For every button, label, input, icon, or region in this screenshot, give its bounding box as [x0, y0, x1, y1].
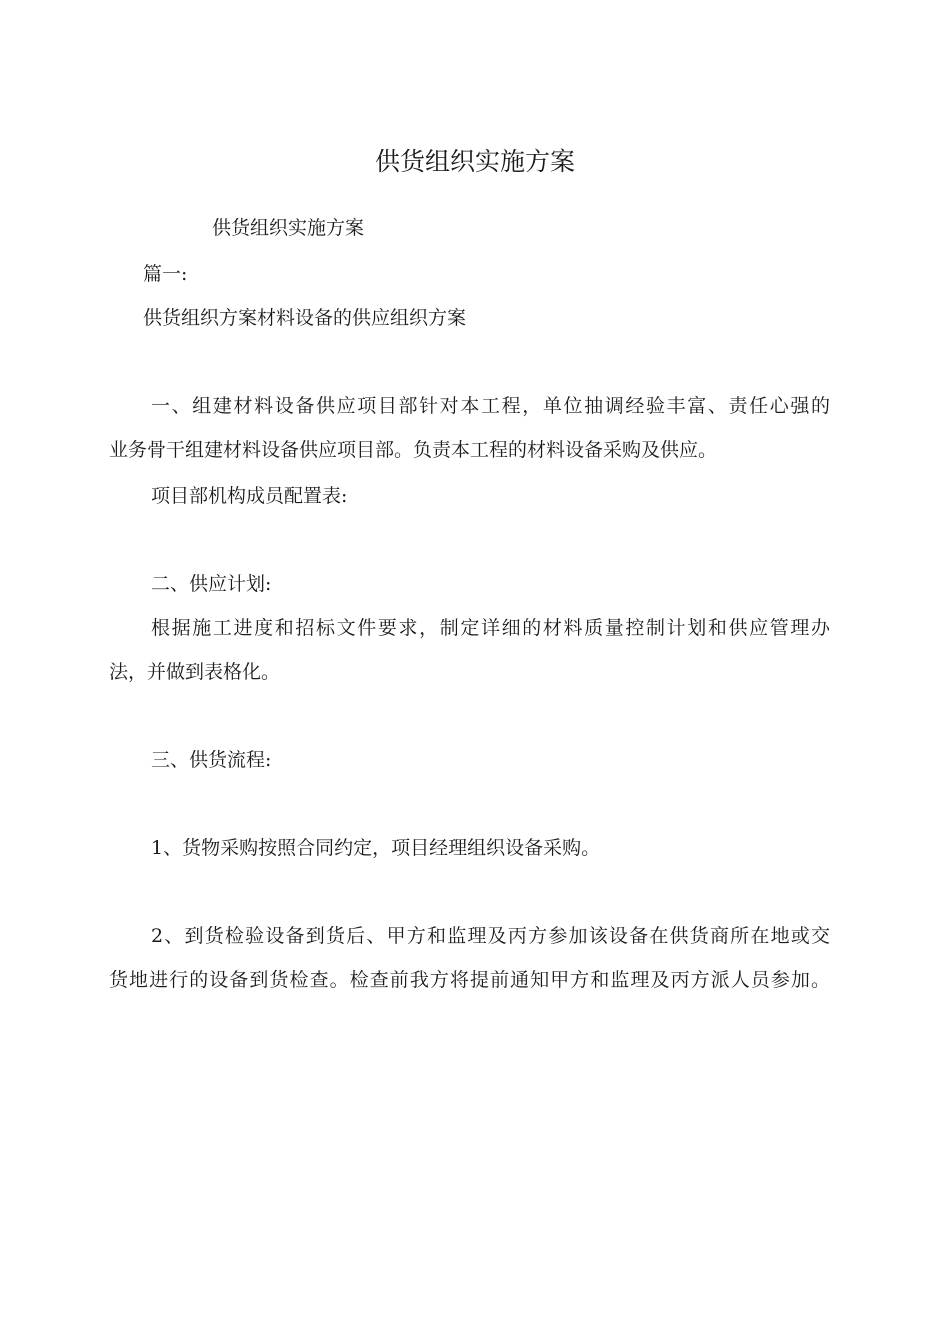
section2-line2: 法，并做到表格化。 [109, 661, 281, 683]
document-subtitle: 供货组织实施方案 [212, 217, 365, 239]
section3-heading: 三、供货流程: [151, 749, 272, 771]
chapter-label: 篇一: [143, 263, 188, 285]
section2-line1: 根据施工进度和招标文件要求，制定详细的材料质量控制计划和供应管理办 [151, 617, 830, 639]
section3-step1: 1、货物采购按照合同约定，项目经理组织设备采购。 [151, 837, 601, 859]
section3-step2-line2: 货地进行的设备到货检查。检查前我方将提前通知甲方和监理及丙方派人员参加。 [109, 969, 830, 991]
section2-heading: 二、供应计划: [151, 573, 272, 595]
section1-line2: 业务骨干组建材料设备供应项目部。负责本工程的材料设备采购及供应。 [109, 439, 718, 461]
document-title: 供货组织实施方案 [374, 147, 575, 176]
table-caption: 项目部机构成员配置表: [151, 485, 348, 507]
section1-line1: 一、组建材料设备供应项目部针对本工程，单位抽调经验丰富、责任心强的 [151, 395, 830, 417]
section3-step2-line1: 2、到货检验设备到货后、甲方和监理及丙方参加该设备在供货商所在地或交 [151, 925, 830, 947]
section-heading: 供货组织方案材料设备的供应组织方案 [143, 307, 467, 329]
